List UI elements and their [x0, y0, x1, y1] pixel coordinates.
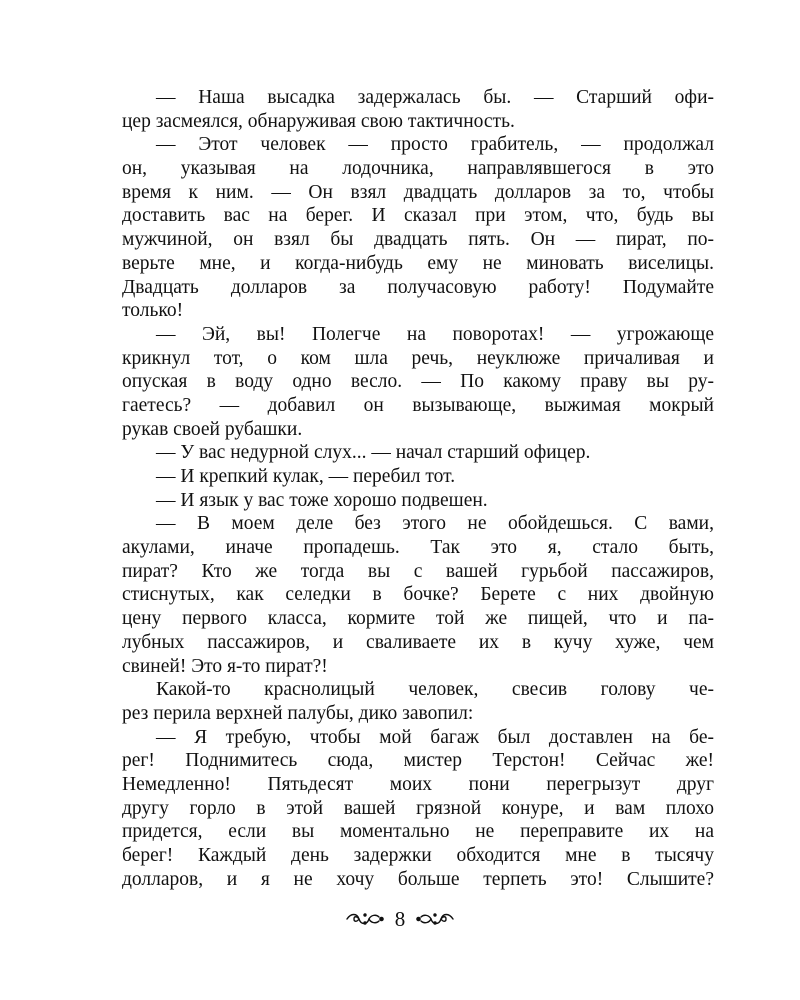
text-line: доставить вас на берег. И сказал при этом, что, будь вы: [122, 205, 714, 227]
page-number: 8: [394, 907, 406, 931]
text-line: Двадцать долларов за получасовую работу! Подумайте: [122, 276, 714, 298]
text-line: Какой-то краснолицый человек, свесив голову че-: [156, 679, 714, 701]
text-line: только!: [122, 300, 184, 322]
text-line: время к ним. — Он взял двадцать долларов за то, чтобы: [122, 181, 714, 203]
text-line: мужчиной, он взял бы двадцать пять. Он — пират, по-: [122, 229, 714, 251]
text-line: лубных пассажиров, и сваливаете их в кучу хуже, чем: [122, 631, 714, 653]
text-line: рукав своей рубашки.: [122, 418, 303, 440]
left-ornament-icon: [345, 911, 385, 927]
text-line: — У вас недурной слух... — начал старший офицер.: [156, 442, 591, 464]
text-line: Немедленно! Пятьдесят моих пони перегрызут друг: [122, 773, 714, 795]
text-line: рег! Поднимитесь сюда, мистер Терстон! Сейчас же!: [122, 750, 714, 772]
text-line: крикнул тот, о ком шла речь, неуклюже причаливая и: [122, 347, 714, 369]
text-line: долларов, и я не хочу больше терпеть это! Слышите?: [122, 868, 714, 890]
text-line: пират? Кто же тогда вы с вашей гурьбой пассажиров,: [122, 560, 714, 582]
text-line: — Я требую, чтобы мой багаж был доставлен на бе-: [156, 726, 714, 748]
text-line: он, указывая на лодочника, направлявшегося в это: [122, 158, 714, 180]
right-ornament-icon: [415, 911, 455, 927]
text-line: другу горло в этой вашей грязной конуре, и вам плохо: [122, 797, 714, 819]
text-line: гаетесь? — добавил он вызывающе, выжимая мокрый: [122, 394, 714, 416]
text-line: рез перила верхней палубы, дико завопил:: [122, 702, 474, 724]
page-footer: [0, 905, 800, 933]
text-line: цену первого класса, кормите той же пищей, что и па-: [122, 608, 714, 630]
text-line: берег! Каждый день задержки обходится мне в тысячу: [122, 845, 714, 866]
text-line: придется, если вы моментально не переправите их на: [122, 821, 714, 843]
text-line: — И крепкий кулак, — перебил тот.: [156, 466, 456, 487]
text-line: свиней! Это я-то пират?!: [122, 655, 328, 677]
text-line: — И язык у вас тоже хорошо подвешен.: [156, 489, 488, 511]
text-line: — Эй, вы! Полегче на поворотах! — угрожающе: [156, 323, 714, 345]
text-line: цер засмеялся, обнаруживая свою тактичность.: [122, 110, 515, 132]
page-body-text: [122, 86, 714, 891]
text-line: — Этот человек — просто грабитель, — продолжал: [156, 134, 714, 156]
text-line: — Наша высадка задержалась бы. — Старший офи-: [156, 87, 714, 108]
text-line: опуская в воду одно весло. — По какому праву вы ру-: [122, 371, 714, 393]
text-line: верьте мне, и когда-нибудь ему не миновать виселицы.: [122, 252, 714, 274]
text-line: — В моем деле без этого не обойдешься. С вами,: [156, 513, 714, 535]
text-line: стиснутых, как селедки в бочке? Берете с них двойную: [122, 584, 714, 606]
text-line: акулами, иначе пропадешь. Так это я, стало быть,: [122, 537, 714, 559]
